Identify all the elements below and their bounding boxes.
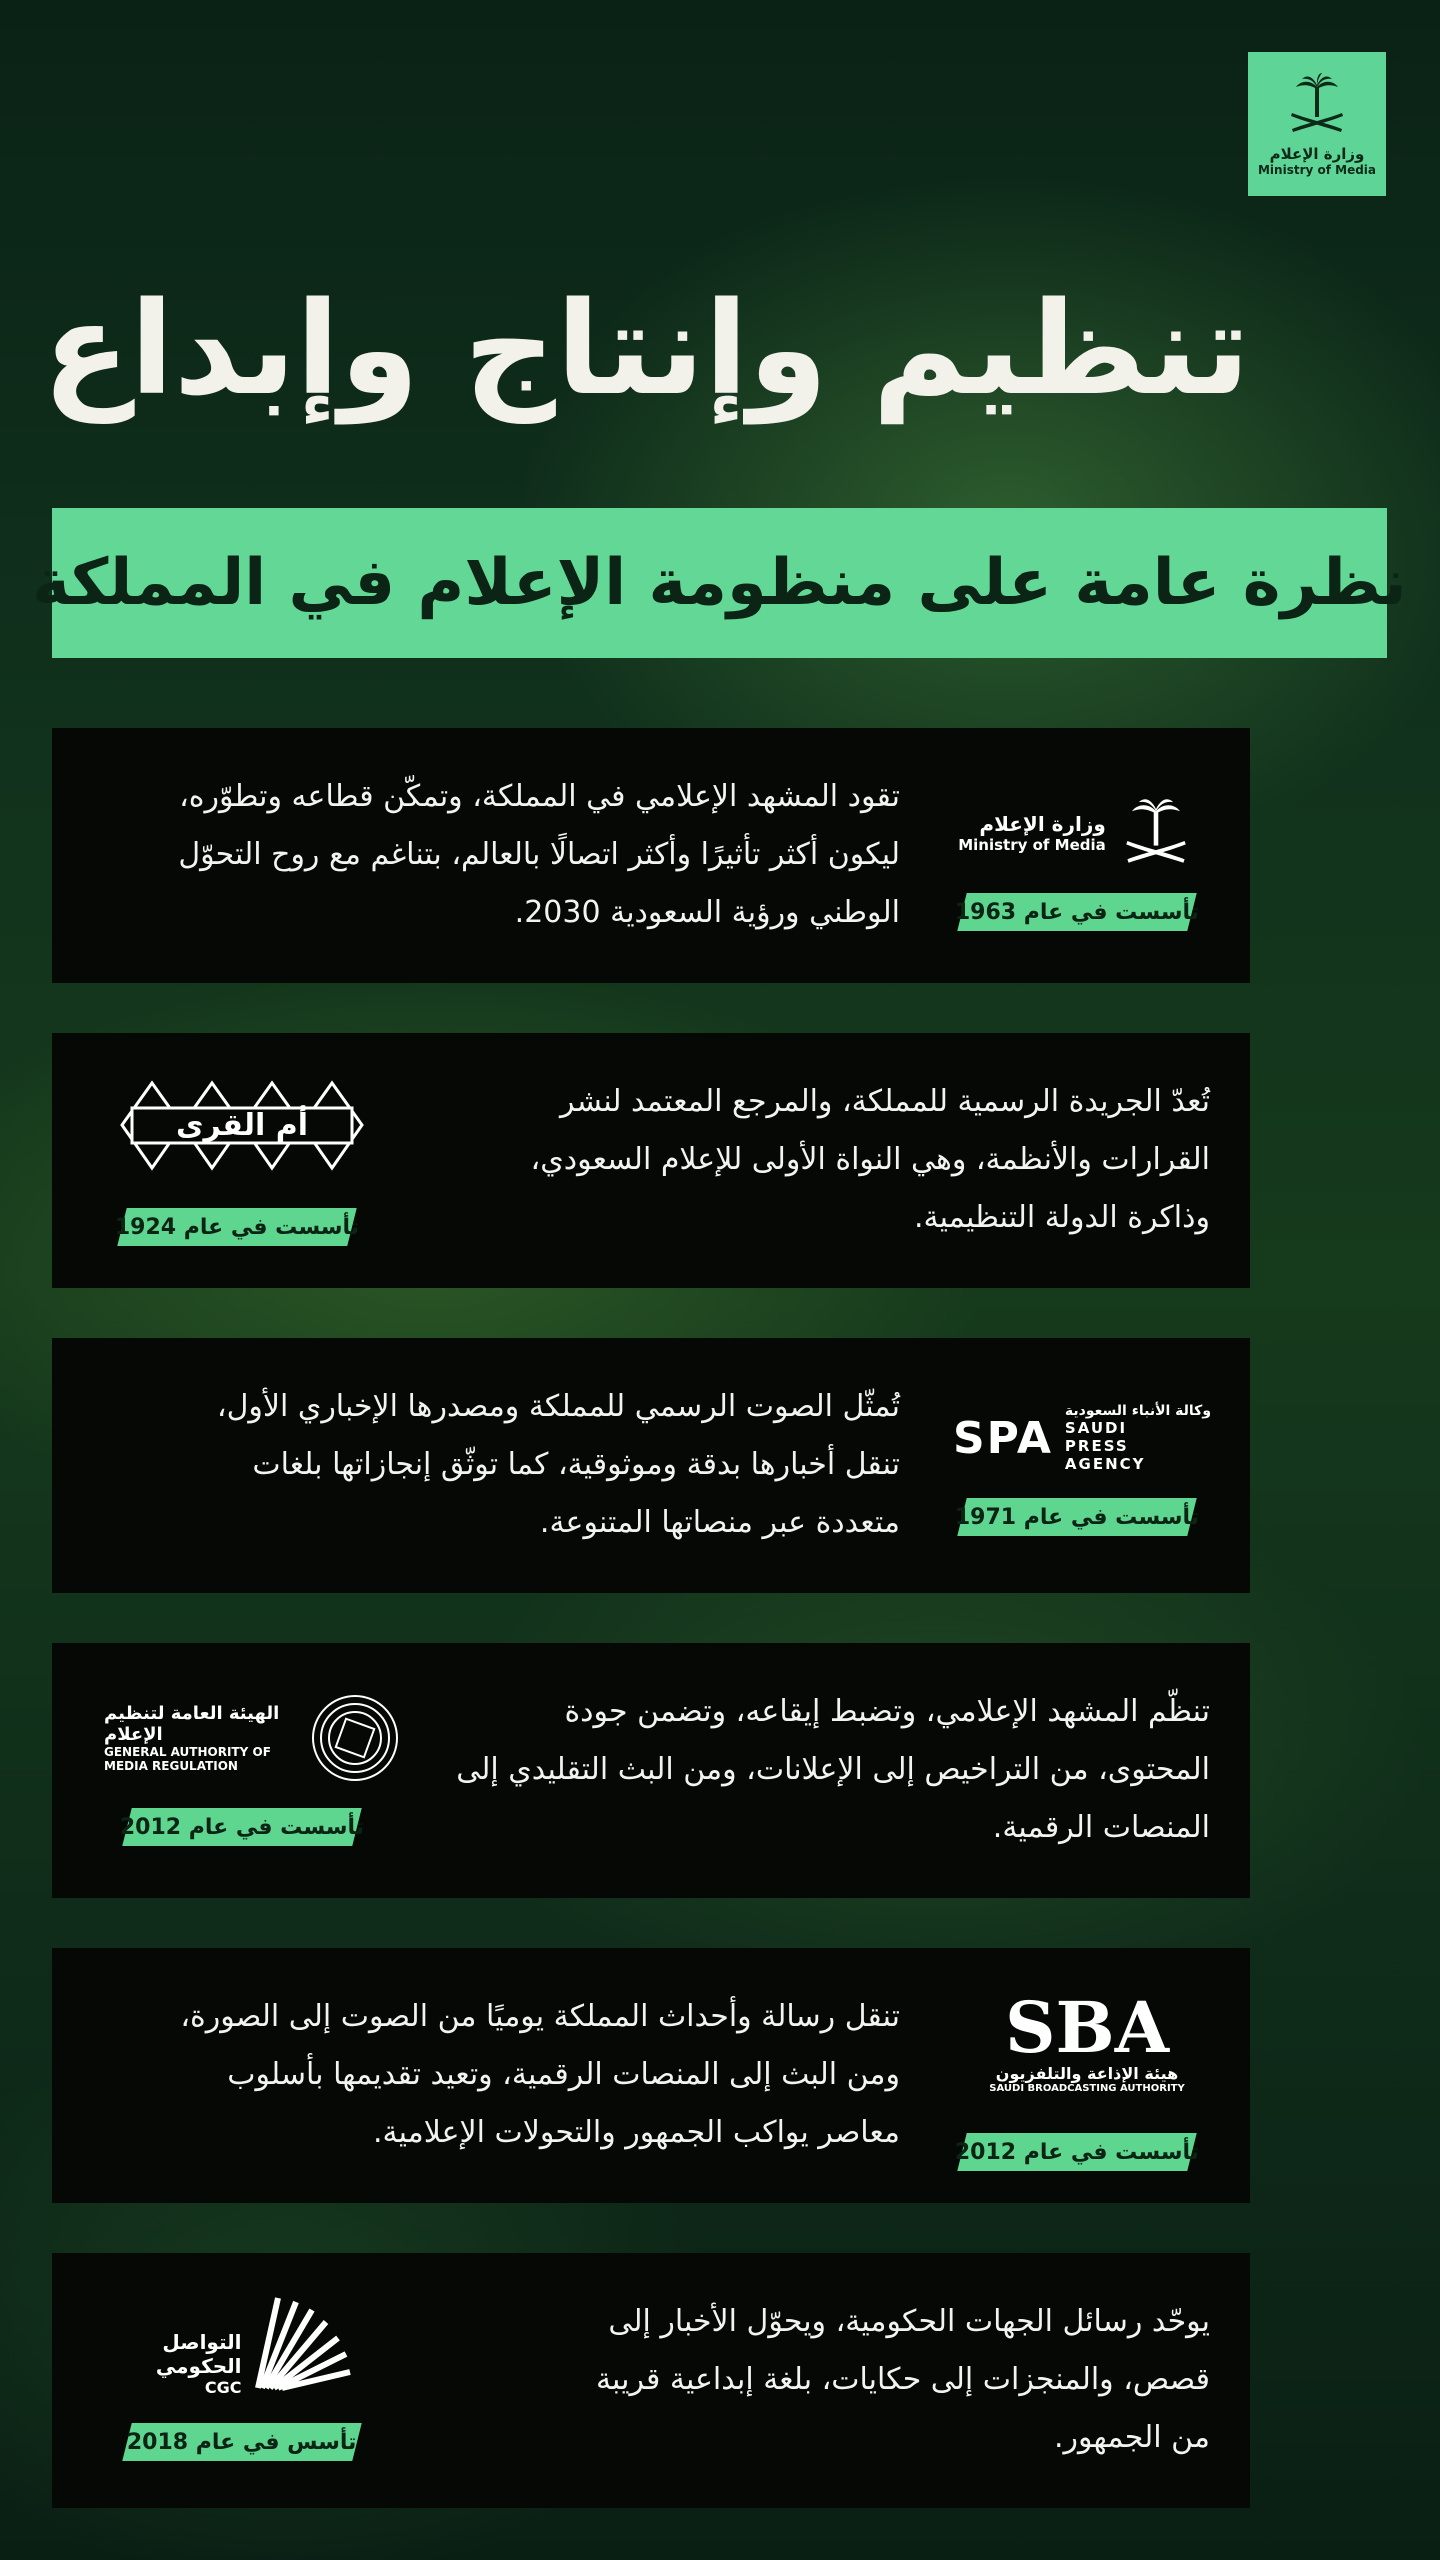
spa-logo-mark: SPA xyxy=(952,1412,1053,1464)
founded-badge-text: تأسست في عام 1971 xyxy=(954,1504,1200,1530)
founded-badge xyxy=(122,2423,361,2461)
description-line: المحتوى، من التراخيص إلى الإعلانات، ومن البث التقليدي إلى xyxy=(456,1752,1210,1787)
founded-badge xyxy=(119,1808,365,1846)
description-line: تنقل أخبارها بدقة وموثوقية، كما توثّق إنجازاتها بلغات xyxy=(252,1447,900,1482)
palm-swords-icon xyxy=(1282,71,1352,141)
logo-english-name: SAUDI PRESS AGENCY xyxy=(1064,1419,1146,1473)
spa-logo xyxy=(952,1388,1212,1488)
logo-english-name: Ministry of Media xyxy=(958,836,1106,854)
description-line: تنقل رسالة وأحداث المملكة يوميًا من الصوت إلى الصورة، xyxy=(180,1999,900,2034)
card-description xyxy=(80,1378,900,1552)
sba-logo-mark: SBA xyxy=(1004,1986,1170,2069)
cgc-logo xyxy=(132,2278,372,2408)
founded-badge-text: تأسست في عام 2012 xyxy=(119,1814,365,1840)
founded-badge-text: تأسست في عام 2012 xyxy=(954,2139,1200,2165)
palm-swords-icon xyxy=(1116,793,1196,873)
logo-arabic-name: الهيئة العامة لتنظيم الإعلام xyxy=(104,1703,280,1745)
radiating-lines-icon xyxy=(248,2288,358,2398)
description-line: متعددة عبر منصاتها المتنوعة. xyxy=(539,1505,900,1540)
founded-badge xyxy=(954,1498,1200,1536)
circular-emblem-icon xyxy=(310,1693,400,1783)
description-line: يوحّد رسائل الجهات الحكومية، ويحوّل الأخبار إلى xyxy=(608,2304,1210,2339)
description-line: القرارات والأنظمة، وهي النواة الأولى للإعلام السعودي، xyxy=(530,1142,1210,1177)
logo-arabic-name: هيئة الإذاعة والتلفزيون xyxy=(995,2064,1179,2083)
card-broadcasting-authority xyxy=(52,1948,1250,2203)
description-line: تنظّم المشهد الإعلامي، وتضبط إيقاعه، وتضمن جودة xyxy=(564,1694,1210,1729)
card-description xyxy=(80,768,900,942)
ministry-logo-box xyxy=(1248,52,1386,196)
description-line: الوطني ورؤية السعودية 2030. xyxy=(514,895,900,930)
founded-badge-text: تأسست في عام 1924 xyxy=(114,1214,360,1240)
card-umm-al-qura xyxy=(52,1033,1250,1288)
umm-al-qura-logo xyxy=(92,1073,392,1178)
founded-badge-text: تأسس في عام 2018 xyxy=(127,2429,357,2455)
description-line: تقود المشهد الإعلامي في المملكة، وتمكّن قطاعه وتطوّره، xyxy=(179,779,900,814)
description-line: من الجمهور. xyxy=(1054,2420,1210,2455)
card-description xyxy=(80,1988,900,2162)
logo-english-name: Ministry of Media xyxy=(1257,163,1377,177)
logo-english-name: CGC xyxy=(204,2377,242,2397)
founded-badge xyxy=(114,1208,360,1246)
description-line: المنصات الرقمية. xyxy=(992,1810,1210,1845)
gamr-logo xyxy=(102,1688,402,1788)
logo-arabic-name: التواصل الحكومي xyxy=(155,2329,242,2378)
card-ministry-of-media xyxy=(52,728,1250,983)
founded-badge xyxy=(954,2133,1200,2171)
ministry-card-logo xyxy=(952,773,1202,893)
logo-arabic-name: وزارة الإعلام xyxy=(979,812,1106,836)
description-line: تُمثّل الصوت الرسمي للمملكة ومصدرها الإخباري الأول، xyxy=(216,1389,900,1424)
description-line: ليكون أكثر تأثيرًا وأكثر اتصالًا بالعالم، بتناغم مع روح التحوّل xyxy=(178,837,900,872)
card-description xyxy=(410,1073,1210,1247)
subtitle-banner xyxy=(32,508,1407,658)
description-line: تُعدّ الجريدة الرسمية للمملكة، والمرجع المعتمد لنشر xyxy=(560,1084,1210,1119)
page-title: تنظيم وإنتاج وإبداع xyxy=(42,275,1250,424)
logo-arabic-name: أم القرى xyxy=(175,1108,308,1143)
logo-english-name: SAUDI BROADCASTING AUTHORITY xyxy=(989,2083,1185,2094)
description-line: وذاكرة الدولة التنظيمية. xyxy=(913,1200,1210,1235)
card-media-regulation xyxy=(52,1643,1250,1898)
logo-english-name: GENERAL AUTHORITY OF MEDIA REGULATION xyxy=(104,1745,271,1773)
card-saudi-press-agency xyxy=(52,1338,1250,1593)
card-description xyxy=(410,2293,1210,2467)
card-description xyxy=(410,1683,1210,1857)
description-line: ومن البث إلى المنصات الرقمية، وتعيد تقديمها بأسلوب xyxy=(227,2057,900,2092)
subtitle-text: نظرة عامة على منظومة الإعلام في المملكة xyxy=(32,546,1407,620)
description-line: معاصر يواكب الجمهور والتحولات الإعلامية. xyxy=(373,2115,900,2150)
sba-logo xyxy=(972,1973,1202,2113)
logo-arabic-name: وزارة الإعلام xyxy=(1269,145,1365,163)
card-government-communication xyxy=(52,2253,1250,2508)
description-line: قصص، والمنجزات إلى حكايات، بلغة إبداعية قريبة xyxy=(595,2362,1210,2397)
founded-badge-text: تأسست في عام 1963 xyxy=(954,899,1200,925)
founded-badge xyxy=(954,893,1200,931)
logo-arabic-name: وكالة الأنباء السعودية xyxy=(1064,1403,1212,1419)
